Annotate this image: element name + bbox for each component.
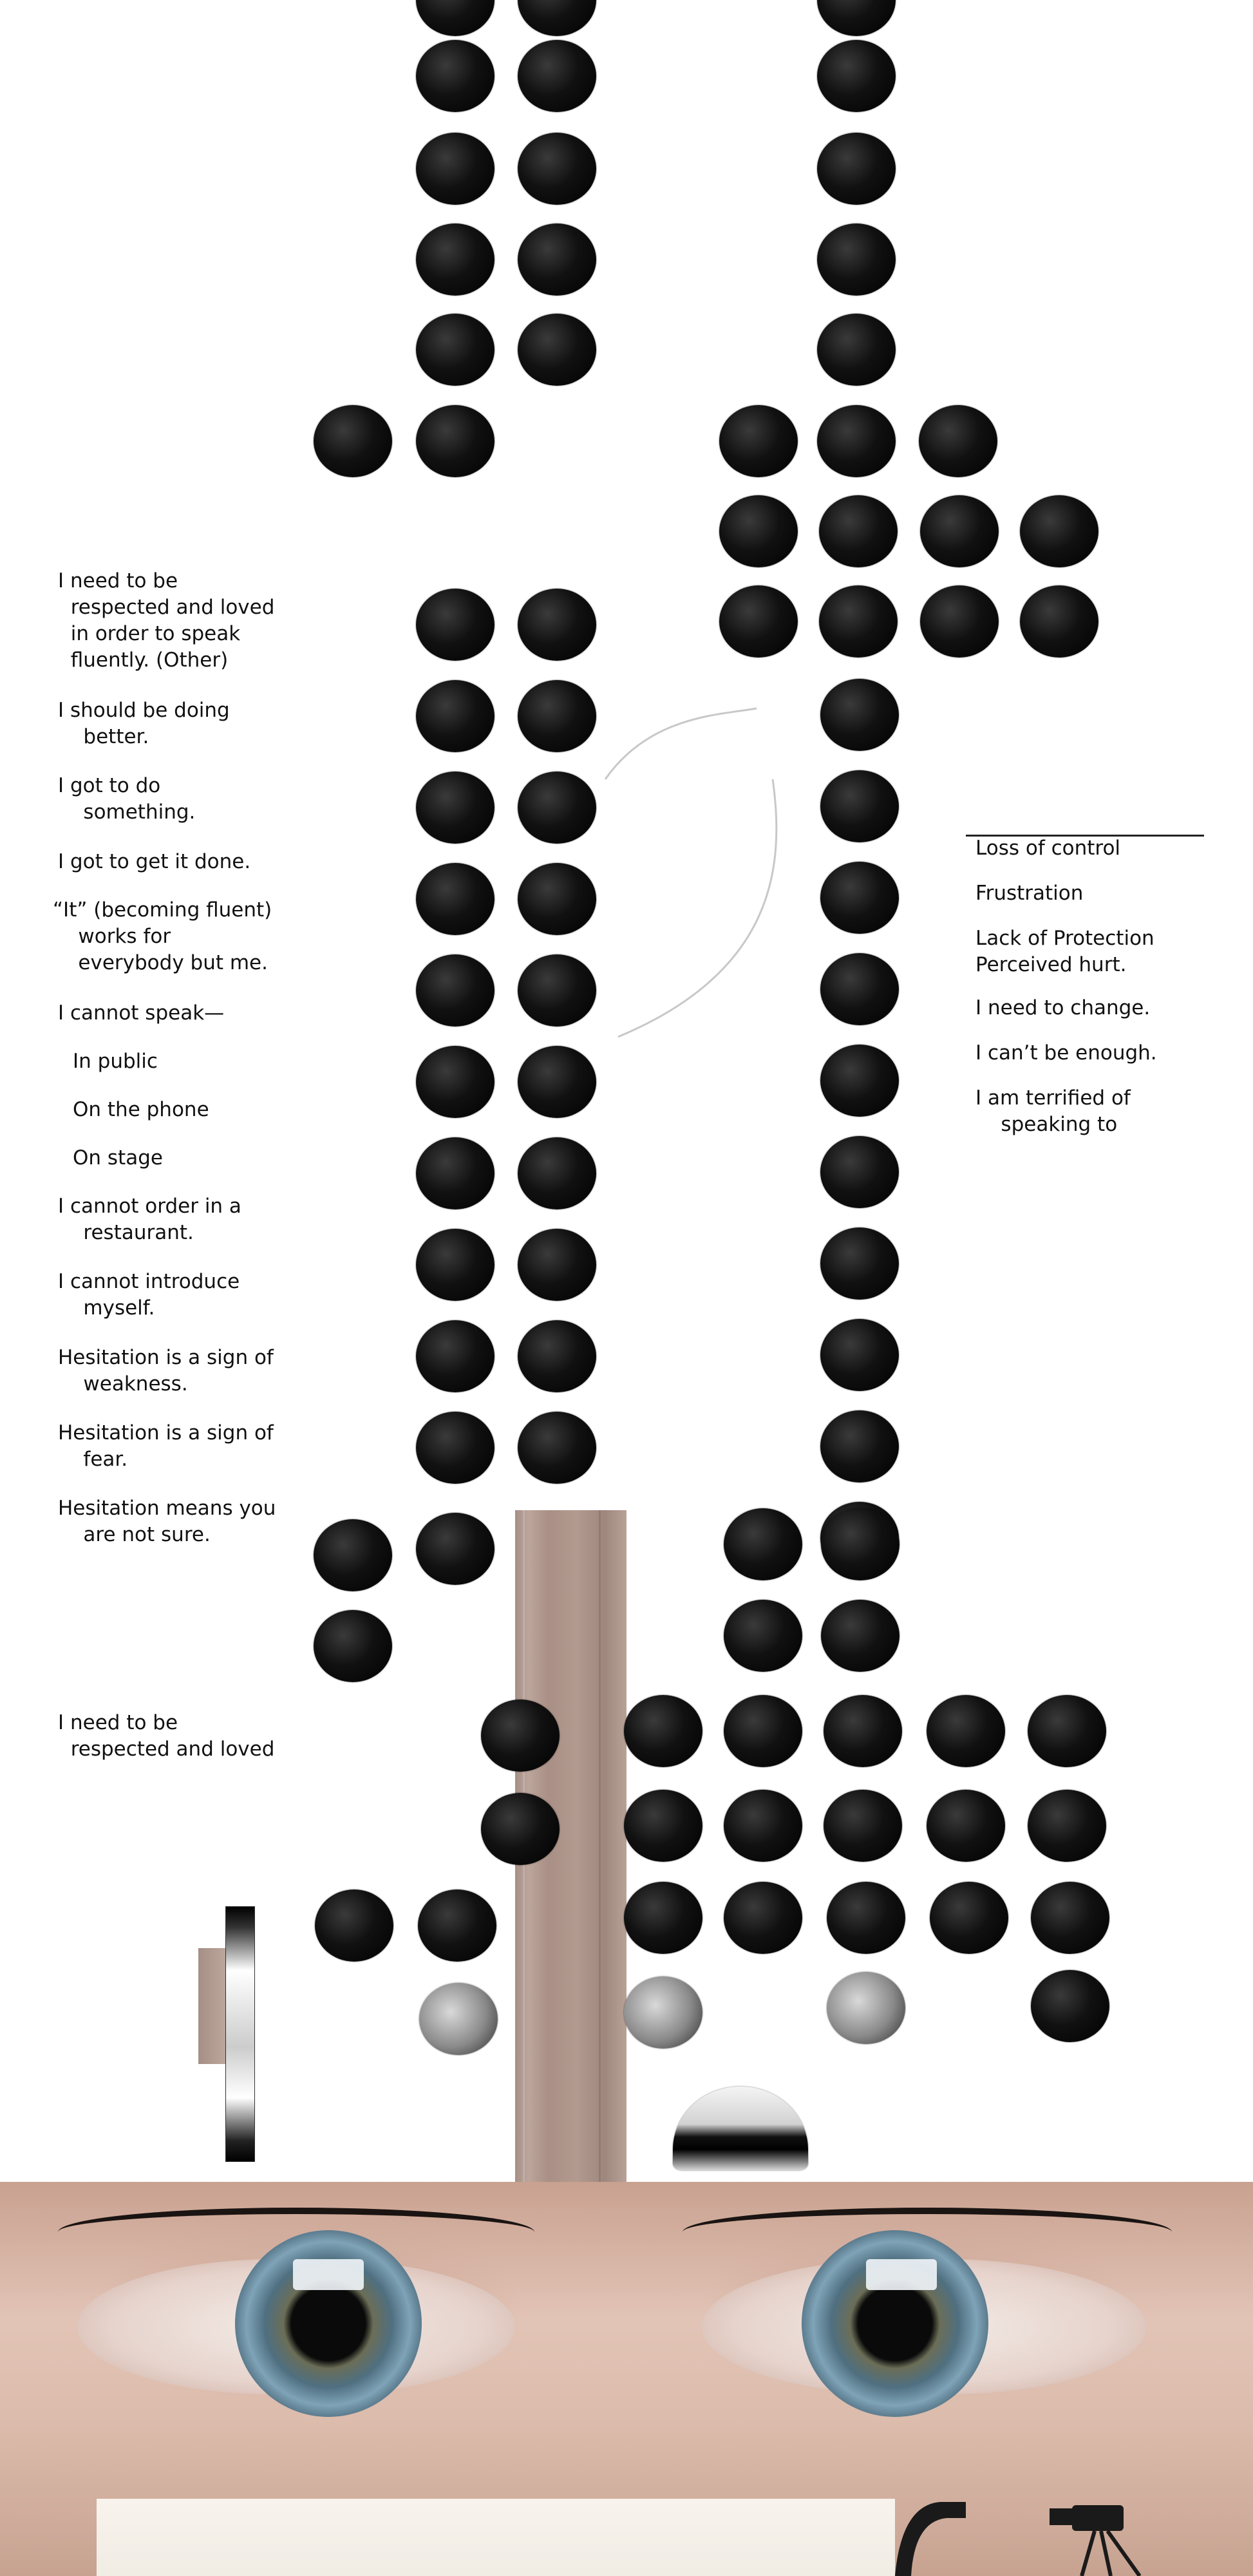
right-eye-glint	[866, 2259, 937, 2290]
left-upper-lash	[58, 2208, 534, 2232]
braille-dot-icon	[820, 953, 899, 1025]
left-eye-glint	[293, 2259, 364, 2290]
braille-dot-icon	[821, 1600, 900, 1672]
braille-dot-icon	[824, 1695, 902, 1767]
feeling-loss-of-control: Loss of control	[975, 837, 1121, 860]
right-iris	[802, 2230, 988, 2417]
braille-dot-icon	[416, 1320, 495, 1392]
braille-dot-icon	[719, 585, 798, 658]
statement-on-phone: On the phone	[73, 1098, 209, 1121]
feeling-terrified: I am terrified of speaking to	[975, 1086, 1131, 1136]
braille-dot-icon	[1028, 1790, 1106, 1862]
braille-dot-icon	[416, 1137, 495, 1209]
braille-dot-icon	[819, 585, 898, 658]
statement-hesitation-fear: Hesitation is a sign of fear.	[58, 1421, 274, 1471]
braille-dot-icon	[820, 1045, 899, 1117]
braille-dot-icon	[919, 405, 997, 477]
statement-doing-better: I should be doing better.	[58, 699, 230, 748]
braille-dot-icon	[817, 405, 896, 477]
braille-dot-icon	[821, 1508, 900, 1580]
braille-dot-icon	[817, 223, 896, 296]
braille-dot-icon	[1031, 1970, 1109, 2042]
braille-dot-icon	[817, 314, 896, 386]
masking-tape-strip	[97, 2499, 895, 2576]
braille-dot-icon	[820, 1136, 899, 1208]
braille-dot-icon	[1020, 495, 1098, 567]
braille-dot-icon	[518, 954, 596, 1027]
statement-hesitation-weakness: Hesitation is a sign of weakness.	[58, 1346, 274, 1396]
braille-dot-icon	[820, 862, 899, 934]
braille-dot-icon	[416, 40, 495, 112]
braille-dot-icon	[518, 133, 596, 205]
braille-dot-icon	[481, 1793, 560, 1865]
braille-dot-icon	[624, 1882, 702, 1954]
feeling-cant-be-enough: I can’t be enough.	[975, 1041, 1157, 1065]
statement-order-restaurant: I cannot order in a restaurant.	[58, 1195, 241, 1244]
braille-dot-icon	[724, 1600, 802, 1672]
statement-it-works: “It” (becoming fluent) works for everybody but me.	[53, 898, 272, 974]
braille-dot-icon	[1020, 585, 1098, 658]
statement-cannot-speak: I cannot speak—	[58, 1001, 225, 1025]
braille-dot-icon	[817, 40, 896, 112]
feeling-need-to-change: I need to change.	[975, 996, 1151, 1019]
statement-get-it-done: I got to get it done.	[58, 850, 251, 873]
braille-dot-icon	[820, 1319, 899, 1391]
braille-dot-icon	[518, 589, 596, 661]
braille-dot-icon	[927, 1695, 1005, 1767]
braille-dot-icon	[314, 1519, 392, 1591]
braille-dot-icon	[416, 680, 495, 752]
braille-dot-icon	[518, 314, 596, 386]
braille-dot-icon	[673, 2087, 808, 2170]
braille-dot-icon	[416, 0, 495, 36]
braille-dot-icon	[416, 133, 495, 205]
statement-in-public: In public	[73, 1050, 158, 1073]
statement-on-stage: On stage	[73, 1146, 163, 1170]
braille-dot-icon	[1028, 1695, 1106, 1767]
right-upper-lash	[683, 2208, 1172, 2232]
braille-dot-icon	[419, 1983, 498, 2055]
feeling-frustration: Frustration	[975, 882, 1084, 905]
pencil-doodle-icon	[579, 702, 798, 1063]
statement-respected: I need to be respected and loved in order to speak fluently. (Other)	[58, 569, 275, 672]
braille-dot-icon	[416, 589, 495, 661]
braille-dot-icon	[518, 680, 596, 752]
braille-dot-icon	[820, 1227, 899, 1300]
braille-dot-icon	[827, 1972, 905, 2044]
braille-dot-icon	[724, 1790, 802, 1862]
braille-dot-icon	[416, 863, 495, 935]
braille-dot-icon	[724, 1695, 802, 1767]
braille-dot-icon	[724, 1508, 802, 1580]
braille-dot-icon	[416, 1513, 495, 1585]
braille-dot-icon	[416, 405, 495, 477]
braille-dot-icon	[724, 1882, 802, 1954]
braille-dot-icon	[820, 770, 899, 842]
braille-dot-icon	[481, 1700, 560, 1772]
braille-dot-icon	[518, 0, 596, 36]
film-strip-cutout	[225, 1906, 255, 2162]
braille-dot-icon	[817, 0, 896, 36]
braille-dot-icon	[315, 1889, 393, 1962]
braille-dot-icon	[820, 1410, 899, 1482]
braille-dot-icon	[518, 1320, 596, 1392]
braille-dot-icon	[1031, 1882, 1109, 1954]
braille-dot-icon	[624, 1695, 702, 1767]
braille-dot-icon	[416, 223, 495, 296]
braille-dot-icon	[418, 1889, 496, 1962]
braille-dot-icon	[518, 863, 596, 935]
braille-dot-icon	[624, 1790, 702, 1862]
braille-dot-icon	[927, 1790, 1005, 1862]
left-iris	[235, 2230, 422, 2417]
stripe-texture	[599, 1510, 601, 2190]
braille-dot-icon	[930, 1882, 1008, 1954]
braille-dot-icon	[518, 1046, 596, 1118]
braille-dot-icon	[314, 405, 392, 477]
statement-hesitation-not-sure: Hesitation means you are not sure.	[58, 1497, 276, 1546]
braille-dot-icon	[920, 585, 999, 658]
statement-got-to-do: I got to do something.	[58, 774, 196, 824]
braille-dot-icon	[819, 495, 898, 567]
braille-dot-icon	[416, 1412, 495, 1484]
paper-cutout-strip	[198, 1948, 225, 2064]
braille-dot-icon	[416, 954, 495, 1027]
braille-dot-icon	[719, 405, 798, 477]
braille-dot-icon	[820, 679, 899, 751]
braille-dot-icon	[518, 40, 596, 112]
braille-dot-icon	[817, 133, 896, 205]
braille-dot-icon	[314, 1610, 392, 1682]
camera-icon	[889, 2492, 1146, 2576]
braille-dot-icon	[416, 314, 495, 386]
statement-respected-repeat: I need to be respected and loved	[58, 1711, 275, 1761]
braille-dot-icon	[920, 495, 999, 567]
braille-dot-icon	[518, 772, 596, 844]
braille-dot-icon	[518, 1137, 596, 1209]
braille-dot-icon	[719, 495, 798, 567]
feeling-lack-of-protection: Lack of Protection Perceived hurt.	[975, 927, 1154, 976]
braille-dot-icon	[827, 1882, 905, 1954]
braille-dot-icon	[518, 1412, 596, 1484]
braille-dot-icon	[416, 1229, 495, 1301]
braille-dot-icon	[416, 772, 495, 844]
braille-dot-icon	[416, 1046, 495, 1118]
braille-dot-icon	[624, 1976, 702, 2049]
statement-introduce-myself: I cannot introduce myself.	[58, 1270, 240, 1320]
braille-dot-icon	[518, 223, 596, 296]
braille-dot-icon	[518, 1229, 596, 1301]
braille-dot-icon	[824, 1790, 902, 1862]
